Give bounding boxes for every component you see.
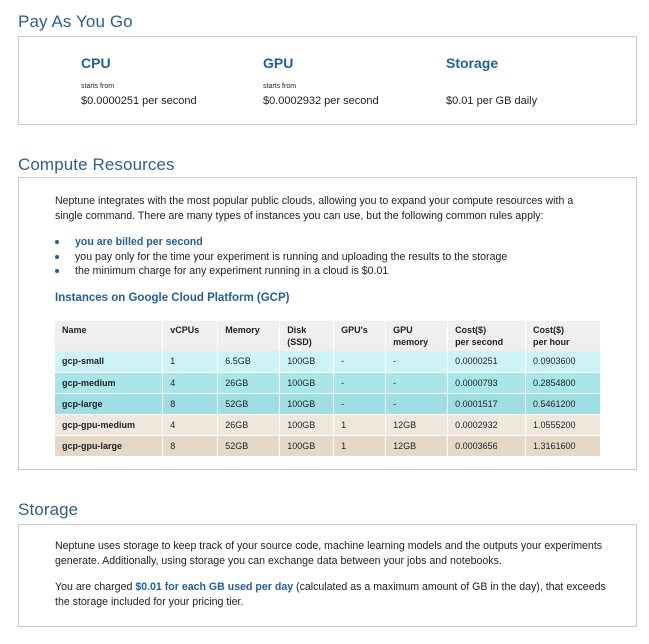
column-header: GPU memory bbox=[386, 321, 448, 351]
table-cell: 4 bbox=[163, 414, 218, 435]
column-header: Cost($) per second bbox=[448, 321, 526, 351]
table-cell: 26GB bbox=[218, 414, 280, 435]
table-cell: - bbox=[334, 393, 386, 414]
column-header: Memory bbox=[218, 321, 280, 351]
table-row bbox=[55, 435, 601, 456]
table-cell: 100GB bbox=[280, 393, 334, 414]
table-cell: 0.0003656 bbox=[448, 435, 526, 456]
table-cell: 0.0000251 bbox=[448, 351, 526, 372]
bullet-icon bbox=[55, 255, 59, 259]
table-cell: 1 bbox=[334, 414, 386, 435]
storage-charge: You are charged $0.01 for each GB used per day (calculated as a maximum amount of GB in the day), that exceeds the storage included for your pricing tier. bbox=[55, 581, 606, 608]
table-cell: - bbox=[386, 372, 448, 393]
gcp-table-title: Instances on Google Cloud Platform (GCP) bbox=[55, 292, 290, 304]
pricing-storage-name: Storage bbox=[446, 55, 499, 71]
pricing-gpu-starts: starts from bbox=[263, 83, 297, 90]
pricing-cpu-starts: starts from bbox=[81, 83, 115, 90]
table-cell: gcp-small bbox=[55, 351, 163, 372]
list-item: the minimum charge for any experiment running in a cloud is $0.01 bbox=[55, 264, 507, 279]
table-cell: 100GB bbox=[280, 372, 334, 393]
table-cell: 100GB bbox=[280, 351, 334, 372]
column-header: vCPUs bbox=[163, 321, 218, 351]
table-cell: - bbox=[386, 351, 448, 372]
table-cell: 12GB bbox=[386, 435, 448, 456]
gcp-instances-table bbox=[55, 321, 601, 457]
table-cell: - bbox=[386, 393, 448, 414]
bullet-icon bbox=[55, 240, 59, 244]
compute-resources-title: Compute Resources bbox=[18, 155, 175, 174]
list-item: you pay only for the time your experiment is running and uploading the results to the storage bbox=[55, 250, 507, 265]
storage-box bbox=[18, 524, 637, 627]
pricing-cpu-name: CPU bbox=[81, 55, 111, 71]
storage-title: Storage bbox=[18, 500, 79, 519]
column-header: Disk (SSD) bbox=[280, 321, 334, 351]
table-cell: 1 bbox=[334, 435, 386, 456]
table-cell: - bbox=[334, 372, 386, 393]
table-cell: 26GB bbox=[218, 372, 280, 393]
pay-as-you-go-title: Pay As You Go bbox=[18, 12, 133, 31]
pricing-storage-price: $0.01 per GB daily bbox=[446, 95, 538, 107]
table-row bbox=[55, 351, 601, 372]
table-cell: 52GB bbox=[218, 435, 280, 456]
bullet-icon bbox=[55, 269, 59, 273]
pay-as-you-go-box bbox=[18, 36, 637, 125]
table-cell: - bbox=[334, 351, 386, 372]
table-cell: gcp-medium bbox=[55, 372, 163, 393]
compute-resources-box bbox=[18, 177, 637, 470]
table-row bbox=[55, 393, 601, 414]
table-cell: 52GB bbox=[218, 393, 280, 414]
pricing-gpu-price: $0.0002932 per second bbox=[263, 95, 379, 107]
table-cell: 4 bbox=[163, 372, 218, 393]
table-cell: 6.5GB bbox=[218, 351, 280, 372]
table-header-row bbox=[55, 321, 601, 351]
column-header: Name bbox=[55, 321, 163, 351]
table-cell: 0.0001517 bbox=[448, 393, 526, 414]
table-cell: 1 bbox=[163, 351, 218, 372]
pricing-gpu-name: GPU bbox=[263, 55, 294, 71]
pricing-cpu-price: $0.0000251 per second bbox=[81, 95, 197, 107]
table-row bbox=[55, 414, 601, 435]
table-cell: 100GB bbox=[280, 414, 334, 435]
column-header: GPU's bbox=[334, 321, 386, 351]
table-cell: 12GB bbox=[386, 414, 448, 435]
table-cell: 8 bbox=[163, 435, 218, 456]
table-cell: gcp-gpu-medium bbox=[55, 414, 163, 435]
list-item: you are billed per second bbox=[55, 235, 507, 250]
storage-charge-highlight: $0.01 for each GB used per day bbox=[135, 581, 294, 593]
column-header: Cost($) per hour bbox=[525, 321, 600, 351]
compute-rules-list bbox=[55, 235, 507, 279]
compute-intro: Neptune integrates with the most popular public clouds, allowing you to expand your compute resources with a single command. There are many types of instances you can use, but the following common rules apply: bbox=[55, 195, 574, 222]
table-cell: 1.0555200 bbox=[525, 414, 600, 435]
table-cell: 0.5461200 bbox=[525, 393, 600, 414]
table-cell: 0.0000793 bbox=[448, 372, 526, 393]
table-cell: 8 bbox=[163, 393, 218, 414]
table-cell: gcp-large bbox=[55, 393, 163, 414]
table-cell: 0.0002932 bbox=[448, 414, 526, 435]
table-cell: 1.3161600 bbox=[525, 435, 600, 456]
table-cell: 100GB bbox=[280, 435, 334, 456]
table-row bbox=[55, 372, 601, 393]
storage-description: Neptune uses storage to keep track of your source code, machine learning models and the outputs your experiments generate. Additionally, using storage you can exchange data between your jobs and notebooks. bbox=[55, 540, 603, 567]
table-cell: 0.2854800 bbox=[525, 372, 600, 393]
table-cell: gcp-gpu-large bbox=[55, 435, 163, 456]
table-cell: 0.0903600 bbox=[525, 351, 600, 372]
